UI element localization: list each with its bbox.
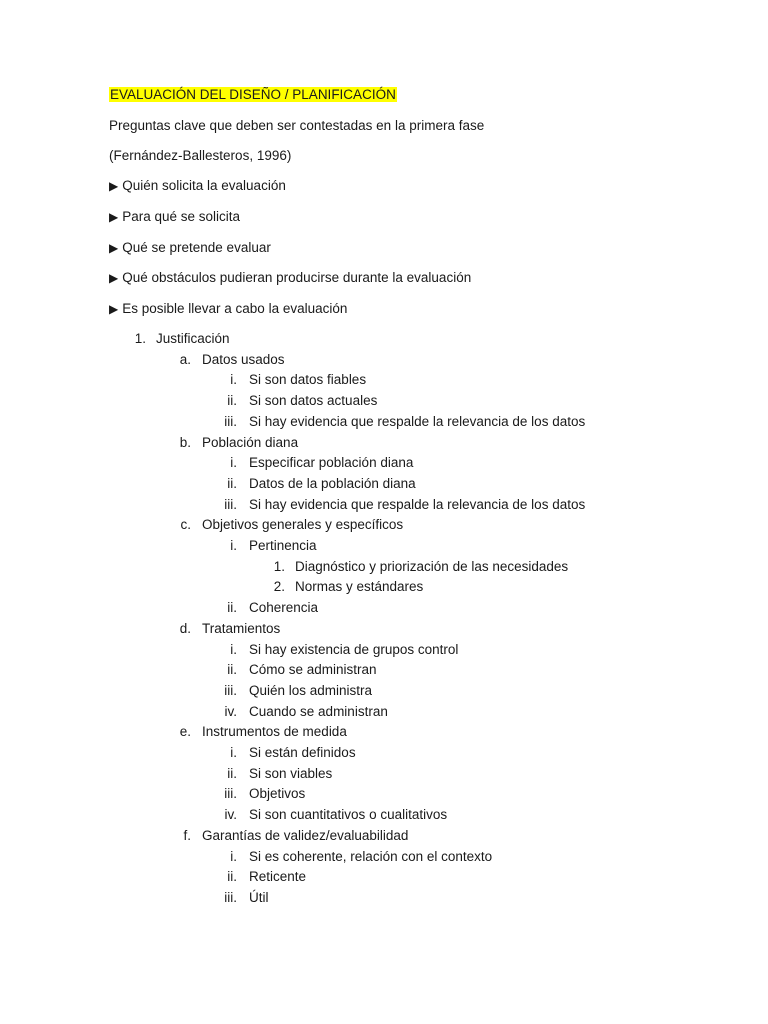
outline-marker: c. (180, 517, 191, 533)
outline-marker: iv. (224, 703, 237, 719)
outline-marker: f. (183, 827, 191, 843)
outline-item-level-3 (0, 536, 768, 556)
outline-marker: iii. (224, 889, 237, 905)
outline-marker: 1. (273, 558, 285, 574)
outline-marker: b. (179, 434, 191, 450)
outline-item-level-3 (0, 764, 768, 784)
outline-marker: iii. (224, 413, 237, 429)
outline-text: Si están definidos (249, 745, 356, 760)
outline-item-level-3 (0, 805, 768, 825)
outline-item-level-3 (0, 784, 768, 804)
bullet-item (109, 268, 471, 288)
outline-text: Justificación (156, 331, 230, 346)
outline-item-level-2 (0, 515, 768, 535)
outline-marker: 1. (134, 331, 146, 346)
bullet-text: Qué se pretende evaluar (122, 240, 271, 255)
outline-item-level-2 (0, 619, 768, 639)
outline-item-level-2 (0, 350, 768, 370)
outline-text: Si es coherente, relación con el contexto (249, 848, 493, 864)
outline-item-level-3 (0, 702, 768, 722)
outline-marker: iii. (224, 786, 237, 802)
triangle-bullet-icon: ▶ (109, 302, 119, 316)
outline-text: Cómo se administran (249, 662, 377, 678)
bullet-text: Es posible llevar a cabo la evaluación (122, 301, 348, 316)
highlighted-title-text: EVALUACIÓN DEL DISEÑO / PLANIFICACIÓN (110, 87, 396, 102)
outline-item-level-3 (0, 412, 768, 432)
intro-line-2: (Fernández-Ballesteros, 1996) (109, 148, 292, 163)
outline-text: Objetivos (249, 786, 306, 802)
outline-text: Si son datos fiables (249, 372, 367, 388)
outline-text: Si hay existencia de grupos control (249, 641, 459, 657)
outline-marker: i. (230, 455, 237, 471)
outline-item-level-3 (0, 391, 768, 411)
outline-text: Reticente (249, 869, 307, 885)
outline-text: Garantías de validez/evaluabilidad (202, 827, 409, 843)
outline-marker: ii. (227, 869, 237, 885)
outline-marker: a. (179, 351, 191, 367)
outline-marker: i. (230, 641, 237, 657)
outline-item-level-3 (0, 370, 768, 390)
outline-text: Población diana (202, 434, 299, 450)
outline-marker: ii. (227, 475, 237, 491)
outline-text: Si son datos actuales (249, 393, 378, 409)
outline-item-level-3 (0, 598, 768, 618)
outline-item-level-3 (0, 743, 768, 763)
outline-item-level-2 (0, 433, 768, 453)
triangle-bullet-icon: ▶ (109, 271, 119, 285)
outline-marker: iii. (224, 496, 237, 512)
bullet-text: Qué obstáculos pudieran producirse durante la evaluación (122, 270, 472, 285)
outline-marker: ii. (227, 662, 237, 678)
outline-text: Si son cuantitativos o cualitativos (249, 807, 448, 823)
outline-text: Datos de la población diana (249, 475, 416, 491)
outline-text: Si son viables (249, 765, 333, 781)
outline-item-level-3 (0, 681, 768, 701)
outline-text: Coherencia (249, 600, 319, 616)
outline-marker: ii. (227, 393, 237, 409)
bullet-item (109, 207, 240, 227)
intro-line-1: Preguntas clave que deben ser contestadas en la primera fase (109, 118, 485, 133)
outline-marker: iii. (224, 682, 237, 698)
outline-marker: e. (179, 724, 191, 740)
bullet-item (109, 238, 271, 258)
bullet-item (109, 299, 347, 319)
outline-marker: 2. (273, 579, 285, 595)
outline-marker: iv. (224, 807, 237, 823)
outline-item-level-1 (0, 329, 768, 349)
outline-text: Especificar población diana (249, 455, 414, 471)
outline-text: Pertinencia (249, 538, 317, 553)
bullet-text: Para qué se solicita (122, 209, 241, 224)
triangle-bullet-icon: ▶ (109, 210, 119, 224)
outline-item-level-3 (0, 867, 768, 887)
outline-item-level-4 (0, 577, 768, 597)
outline-text: Si hay evidencia que respalde la relevancia de los datos (249, 496, 586, 512)
outline-item-level-3 (0, 660, 768, 680)
triangle-bullet-icon: ▶ (109, 241, 119, 255)
outline-text: Normas y estándares (295, 579, 424, 595)
outline-marker: i. (230, 848, 237, 864)
outline-item-level-3 (0, 888, 768, 908)
outline-text: Quién los administra (249, 682, 373, 698)
outline-marker: ii. (227, 765, 237, 781)
outline-text: Si hay evidencia que respalde la relevancia de los datos (249, 413, 586, 429)
outline-marker: d. (179, 620, 191, 636)
outline-marker: ii. (227, 600, 237, 616)
outline-text: Datos usados (202, 351, 285, 367)
outline-item-level-2 (0, 722, 768, 742)
outline-item-level-4 (0, 557, 768, 577)
bullet-item (109, 176, 286, 196)
bullet-text: Quién solicita la evaluación (122, 178, 286, 193)
outline-text: Tratamientos (202, 620, 281, 636)
outline-item-level-3 (0, 495, 768, 515)
outline-item-level-3 (0, 847, 768, 867)
outline-marker: i. (230, 372, 237, 388)
outline-item-level-2 (0, 826, 768, 846)
outline-item-level-3 (0, 640, 768, 660)
outline-text: Diagnóstico y priorización de las necesidades (295, 558, 569, 574)
triangle-bullet-icon: ▶ (109, 179, 119, 193)
document-title (109, 85, 397, 104)
outline-marker: i. (230, 538, 237, 553)
outline-marker: i. (230, 745, 237, 760)
outline-text: Objetivos generales y específicos (202, 517, 404, 533)
outline-text: Cuando se administran (249, 703, 388, 719)
outline-item-level-3 (0, 453, 768, 473)
outline-text: Instrumentos de medida (202, 724, 347, 740)
outline-item-level-3 (0, 474, 768, 494)
outline-text: Útil (249, 889, 269, 905)
